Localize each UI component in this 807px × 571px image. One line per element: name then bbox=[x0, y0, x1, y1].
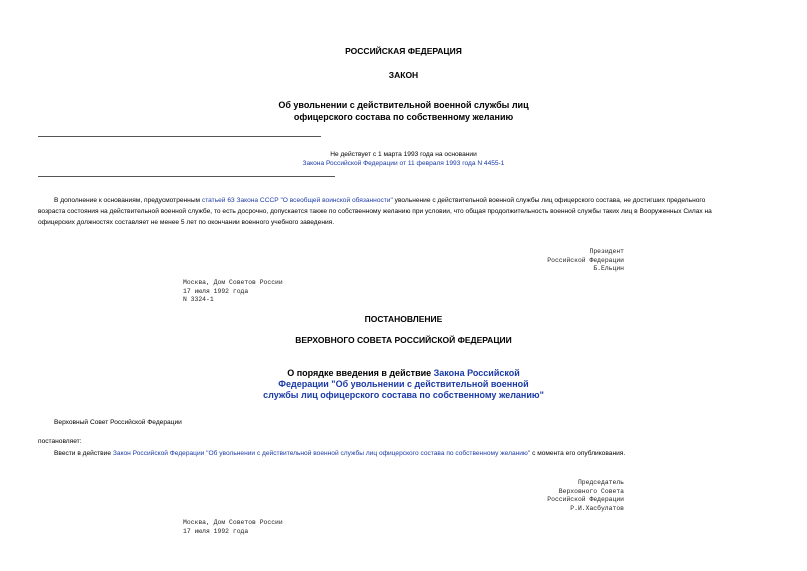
law-paragraph-line3: офицерских должностях составляет не менее 5 лет по окончании военного учебного заведения. bbox=[38, 219, 335, 226]
law-text-rest: увольнение с действительной военной службы лиц офицерского состава, не достигших предельного bbox=[392, 197, 706, 204]
enact-paragraph bbox=[54, 449, 625, 460]
status-link[interactable]: Закона Российской Федерации от 11 февраля 1993 года N 4455-1 bbox=[302, 160, 505, 167]
place-text: Москва, Дом Советов России bbox=[183, 519, 283, 526]
resolution-law-link-1[interactable]: Закона Российской bbox=[433, 368, 520, 378]
law-number: N 3324-1 bbox=[183, 296, 214, 303]
date-text: 17 июля 1992 года bbox=[183, 287, 249, 295]
enact-prefix: Ввести в действие bbox=[54, 450, 113, 457]
enact-suffix: с момента его опубликования. bbox=[530, 450, 626, 457]
country-heading: РОССИЙСКАЯ ФЕДЕРАЦИЯ bbox=[345, 46, 462, 56]
divider-top bbox=[38, 136, 321, 137]
signature-name: Р.И.Хасбулатов bbox=[570, 504, 624, 512]
signature-title: Председатель bbox=[577, 479, 624, 486]
place-date-block bbox=[183, 279, 283, 305]
article-63-link[interactable]: статьей 63 bbox=[201, 197, 235, 204]
law-title-line1: Об увольнении с действительной военной службы лиц bbox=[278, 100, 529, 110]
law-paragraph-line1 bbox=[54, 196, 794, 207]
enacted-law-link[interactable]: Закон Российской Федерации "Об увольнении с действительной военной службы лиц офицерского состава по собственному желанию" bbox=[112, 450, 531, 457]
council-text: Верховный Совет Российской Федерации bbox=[54, 419, 182, 426]
divider-bottom bbox=[38, 176, 335, 177]
doc-type-heading: ЗАКОН bbox=[388, 70, 419, 80]
signature-org: Верховного Совета bbox=[558, 487, 624, 495]
law-text-prefix: В дополнение к основаниям, предусмотренным bbox=[54, 197, 202, 204]
resolution-title-prefix: О порядке введения в действие bbox=[287, 368, 434, 378]
chairman-signature bbox=[424, 479, 624, 513]
resolution-law-link-2[interactable]: Федерации "Об увольнении с действительной военной bbox=[278, 379, 529, 389]
status-line1: Не действует с 1 марта 1993 года на основании bbox=[330, 151, 477, 158]
resolution-heading: ПОСТАНОВЛЕНИЕ bbox=[364, 314, 443, 324]
law-title-line2: офицерского состава по собственному желанию bbox=[293, 112, 514, 122]
law-paragraph-line2: возраста состояния на действительной военной службе, то есть досрочно, допускается также по собственному желанию при условии, что общая продолжительность военной службы таких лиц в Вооруженных Силах на bbox=[38, 208, 712, 215]
resolution-law-link-3[interactable]: службы лиц офицерского состава по собственному желанию" bbox=[263, 390, 544, 400]
resolution-body-heading: ВЕРХОВНОГО СОВЕТА РОССИЙСКОЙ ФЕДЕРАЦИИ bbox=[295, 335, 512, 345]
president-signature bbox=[424, 248, 624, 274]
signature-title: Президент bbox=[589, 248, 624, 255]
date-text: 17 июля 1992 года bbox=[183, 527, 249, 535]
ussr-law-link[interactable]: Закона СССР "О всеобщей воинской обязанности" bbox=[236, 197, 393, 204]
place-date-block-2 bbox=[183, 519, 283, 536]
signature-name: Б.Ельцин bbox=[593, 265, 624, 272]
signature-country: Российской Федерации bbox=[547, 496, 624, 503]
place-text: Москва, Дом Советов России bbox=[183, 279, 283, 286]
signature-org: Российской Федерации bbox=[547, 256, 624, 264]
decrees-text: постановляет: bbox=[38, 438, 82, 445]
